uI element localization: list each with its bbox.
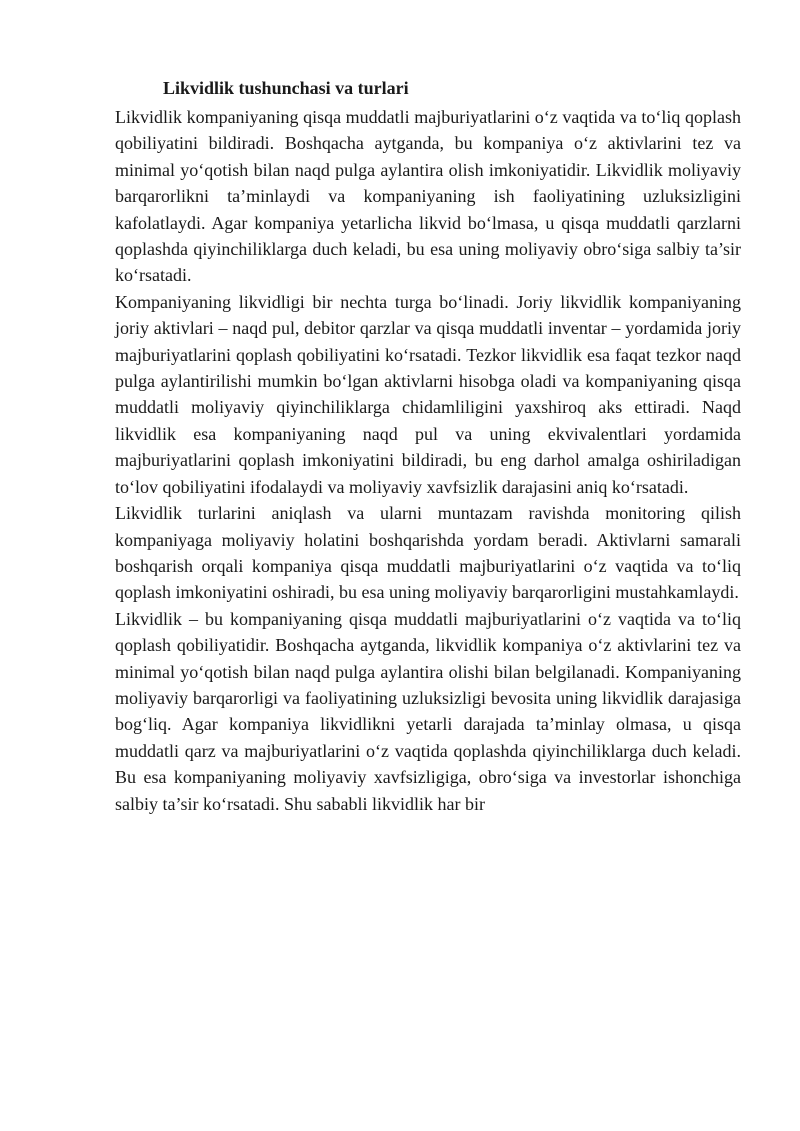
paragraph-monitoring: Likvidlik turlarini aniqlash va ularni muntazam ravishda monitoring qilish kompaniyaga moliyaviy holatini boshqarishda yordam beradi. Aktivlarni samarali boshqarish orqali kompaniya qisqa muddatli majburiyatlarini o‘z vaqtida va to‘liq qoplash imkoniyatini oshiradi, bu esa uning moliyaviy barqarorligini mustahkamlaydi. bbox=[115, 503, 741, 603]
document-title: Likvidlik tushunchasi va turlari bbox=[163, 78, 409, 98]
paragraph-definition: Likvidlik kompaniyaning qisqa muddatli majburiyatlarini o‘z vaqtida va to‘liq qoplash qobiliyatini bildiradi. Boshqacha aytganda, bu kompaniya o‘z aktivlarini tez va minimal yo‘qotish bilan naqd pulga aylantira olish imkoniyatidir. Likvidlik moliyaviy barqarorlikni ta’minlaydi va kompaniyaning ish faoliyatining uzluksizligini kafolatlaydi. Agar kompaniya yetarlicha likvid bo‘lmasa, u qisqa muddatli qarzlarni qoplashda qiyinchiliklarga duch keladi, bu esa uning moliyaviy obro‘siga salbiy ta’sir ko‘rsatadi. bbox=[115, 107, 741, 286]
paragraph-importance: Likvidlik – bu kompaniyaning qisqa muddatli majburiyatlarini o‘z vaqtida va to‘liq qoplash qobiliyatidir. Boshqacha aytganda, likvidlik kompaniya o‘z aktivlarini tez va minimal yo‘qotish bilan naqd pulga aylantira olishi bilan belgilanadi. Kompaniyaning moliyaviy barqarorligi va faoliyatining uzluksizligi bevosita uning likvidlik darajasiga bog‘liq. Agar kompaniya likvidlikni yetarli darajada ta’minlay olmasa, u qisqa muddatli qarz va majburiyatlarini o‘z vaqtida qoplashda qiyinchiliklarga duch keladi. Bu esa kompaniyaning moliyaviy xavfsizligiga, obro‘siga va investorlar ishonchiga salbiy ta’sir ko‘rsatadi. Shu sababli likvidlik har bir bbox=[115, 608, 741, 814]
paragraph-liquidity-types: Kompaniyaning likvidligi bir nechta turga bo‘linadi. Joriy likvidlik kompaniyaning joriy aktivlari – naqd pul, debitor qarzlar va qisqa muddatli inventar – yordamida joriy majburiyatlarini qoplash qobiliyatini ko‘rsatadi. Tezkor likvidlik esa faqat tezkor naqd pulga aylantirilishi mumkin bo‘lgan aktivlarni hisobga oladi va kompaniyaning qisqa muddatli moliyaviy qiyinchiliklarga chidamliligini yaxshiroq aks ettiradi. Naqd likvidlik esa kompaniyaning naqd pul va uning ekvivalentlari yordamida majburiyatlarini qoplash imkoniyatini bildiradi, bu eng darhol amalga oshiriladigan to‘lov qobiliyatini ifodalaydi va moliyaviy xavfsizlik darajasini aniq ko‘rsatadi. bbox=[115, 291, 741, 497]
document-page bbox=[115, 74, 741, 817]
